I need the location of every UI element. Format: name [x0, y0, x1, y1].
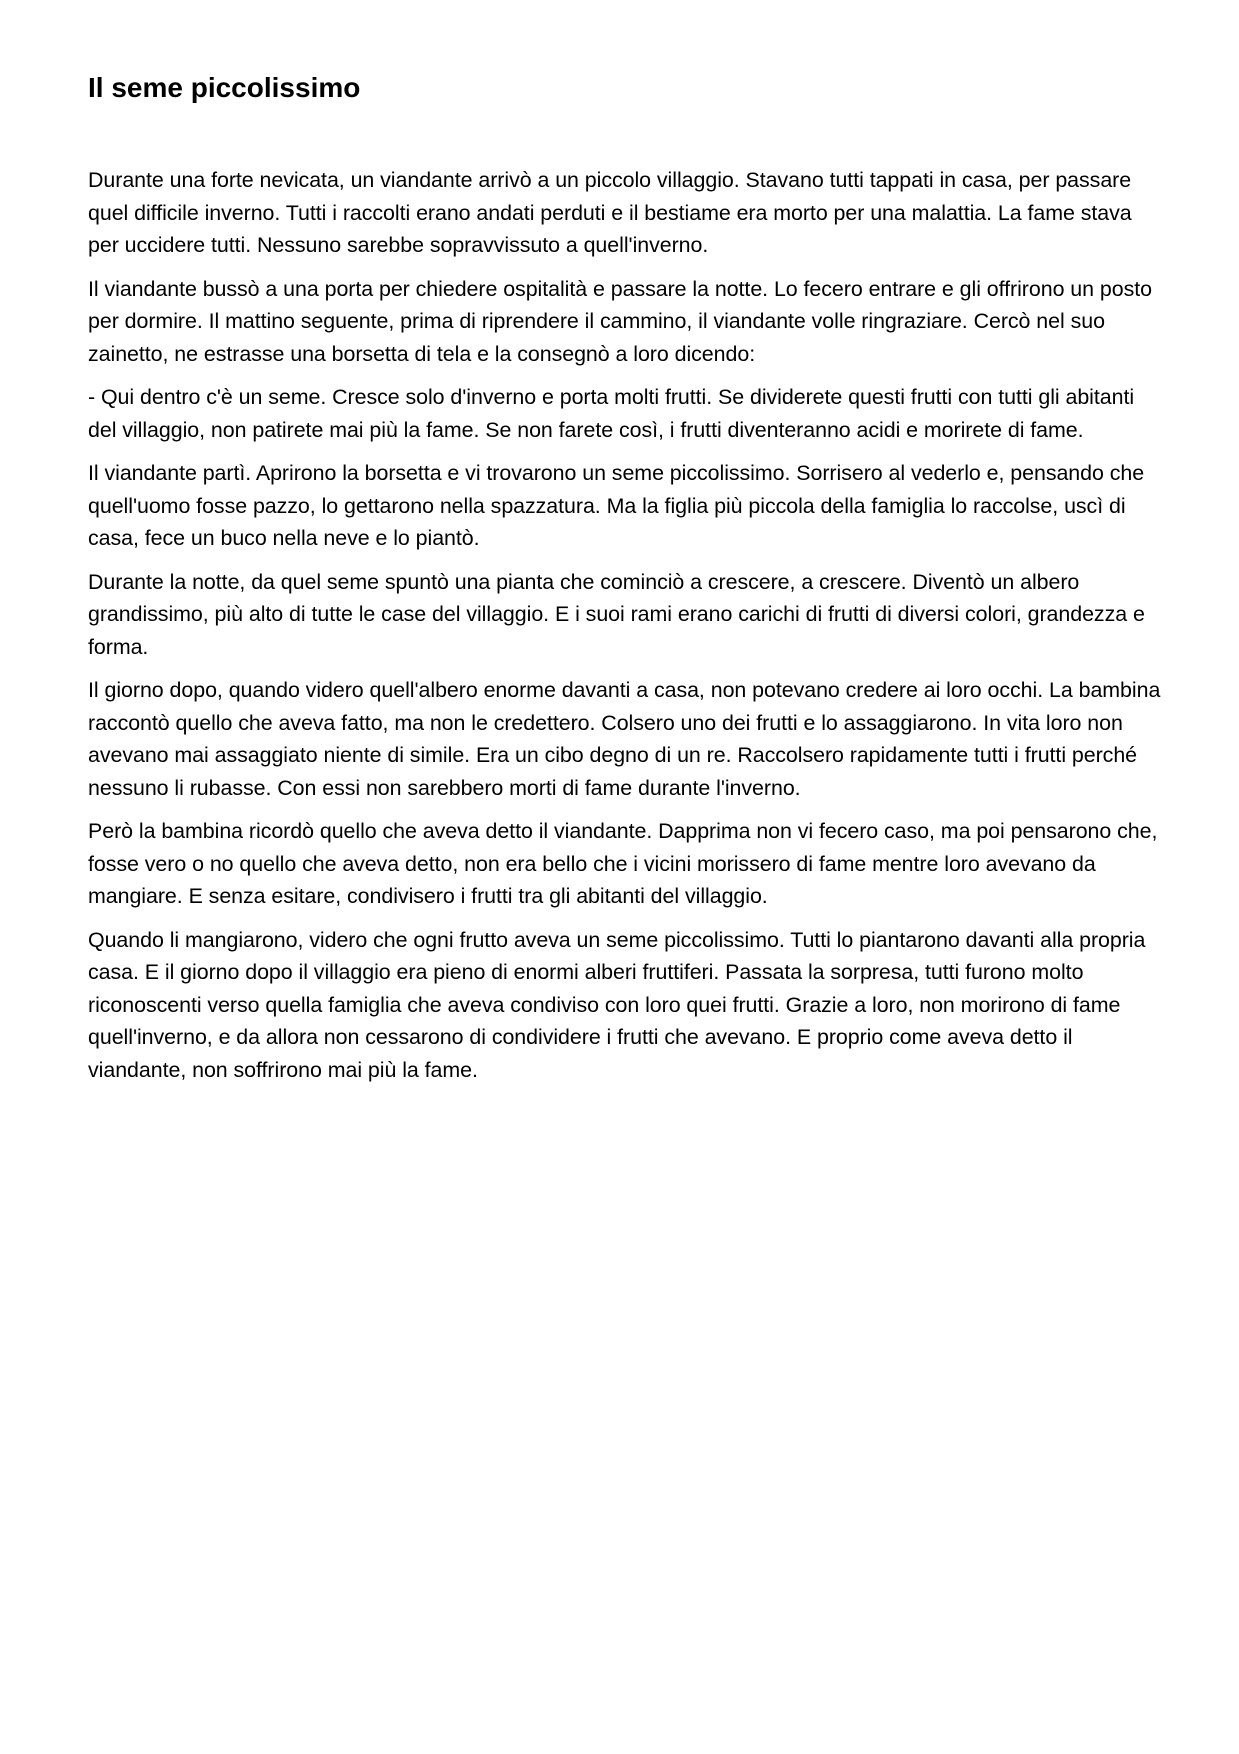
document-title: Il seme piccolissimo: [88, 72, 361, 103]
story-paragraph: Il viandante bussò a una porta per chiedere ospitalità e passare la notte. Lo fecero entrare e gli offrirono un posto per dormire. Il mattino seguente, prima di riprendere il cammino, il viandante volle ringraziare. Cercò nel suo zainetto, ne estrasse una borsetta di tela e la consegnò a loro dicendo:: [88, 276, 1152, 366]
story-paragraph: Durante la notte, da quel seme spuntò una pianta che cominciò a crescere, a crescere. Diventò un albero grandissimo, più alto di tutte le case del villaggio. E i suoi rami erano carichi di frutti di diversi colori, grandezza e forma.: [88, 569, 1145, 659]
story-paragraph: Quando li mangiarono, videro che ogni frutto aveva un seme piccolissimo. Tutti lo piantarono davanti alla propria casa. E il giorno dopo il villaggio era pieno di enormi alberi fruttiferi. Passata la sorpresa, tutti furono molto riconoscenti verso quella famiglia che aveva condiviso con loro quei frutti. Grazie a loro, non morirono di fame quell'inverno, e da allora non cessarono di condividere i frutti che avevano. E proprio come aveva detto il viandante, non soffrirono mai più la fame.: [88, 927, 1146, 1082]
story-paragraph: Però la bambina ricordò quello che aveva detto il viandante. Dapprima non vi fecero caso, ma poi pensarono che, fosse vero o no quello che aveva detto, non era bello che i vicini morissero di fame mentre loro avevano da mangiare. E senza esitare, condivisero i frutti tra gli abitanti del villaggio.: [88, 819, 1158, 908]
story-paragraph: Il giorno dopo, quando videro quell'albero enorme davanti a casa, non potevano credere ai loro occhi. La bambina raccontò quello che aveva fatto, ma non le credettero. Colsero uno dei frutti e lo assaggiarono. In vita loro non avevano mai assaggiato niente di simile. Era un cibo degno di un re. Raccolsero rapidamente tutti i frutti perché nessuno li rubasse. Con essi non sarebbero morti di fame durante l'inverno.: [88, 678, 1161, 800]
story-paragraph: Durante una forte nevicata, un viandante arrivò a un piccolo villaggio. Stavano tutti tappati in casa, per passare quel difficile inverno. Tutti i raccolti erano andati perduti e il bestiame era morto per una malattia. La fame stava per uccidere tutti. Nessuno sarebbe sopravvissuto a quell'inverno.: [88, 168, 1132, 257]
document-page: [88, 70, 1163, 1097]
story-paragraph: - Qui dentro c'è un seme. Cresce solo d'inverno e porta molti frutti. Se dividerete questi frutti con tutti gli abitanti del villaggio, non patirete mai più la fame. Se non farete così, i frutti diventeranno acidi e morirete di fame.: [88, 385, 1135, 442]
story-paragraph: Il viandante partì. Aprirono la borsetta e vi trovarono un seme piccolissimo. Sorrisero al vederlo e, pensando che quell'uomo fosse pazzo, lo gettarono nella spazzatura. Ma la figlia più piccola della famiglia lo raccolse, uscì di casa, fece un buco nella neve e lo piantò.: [88, 461, 1145, 550]
